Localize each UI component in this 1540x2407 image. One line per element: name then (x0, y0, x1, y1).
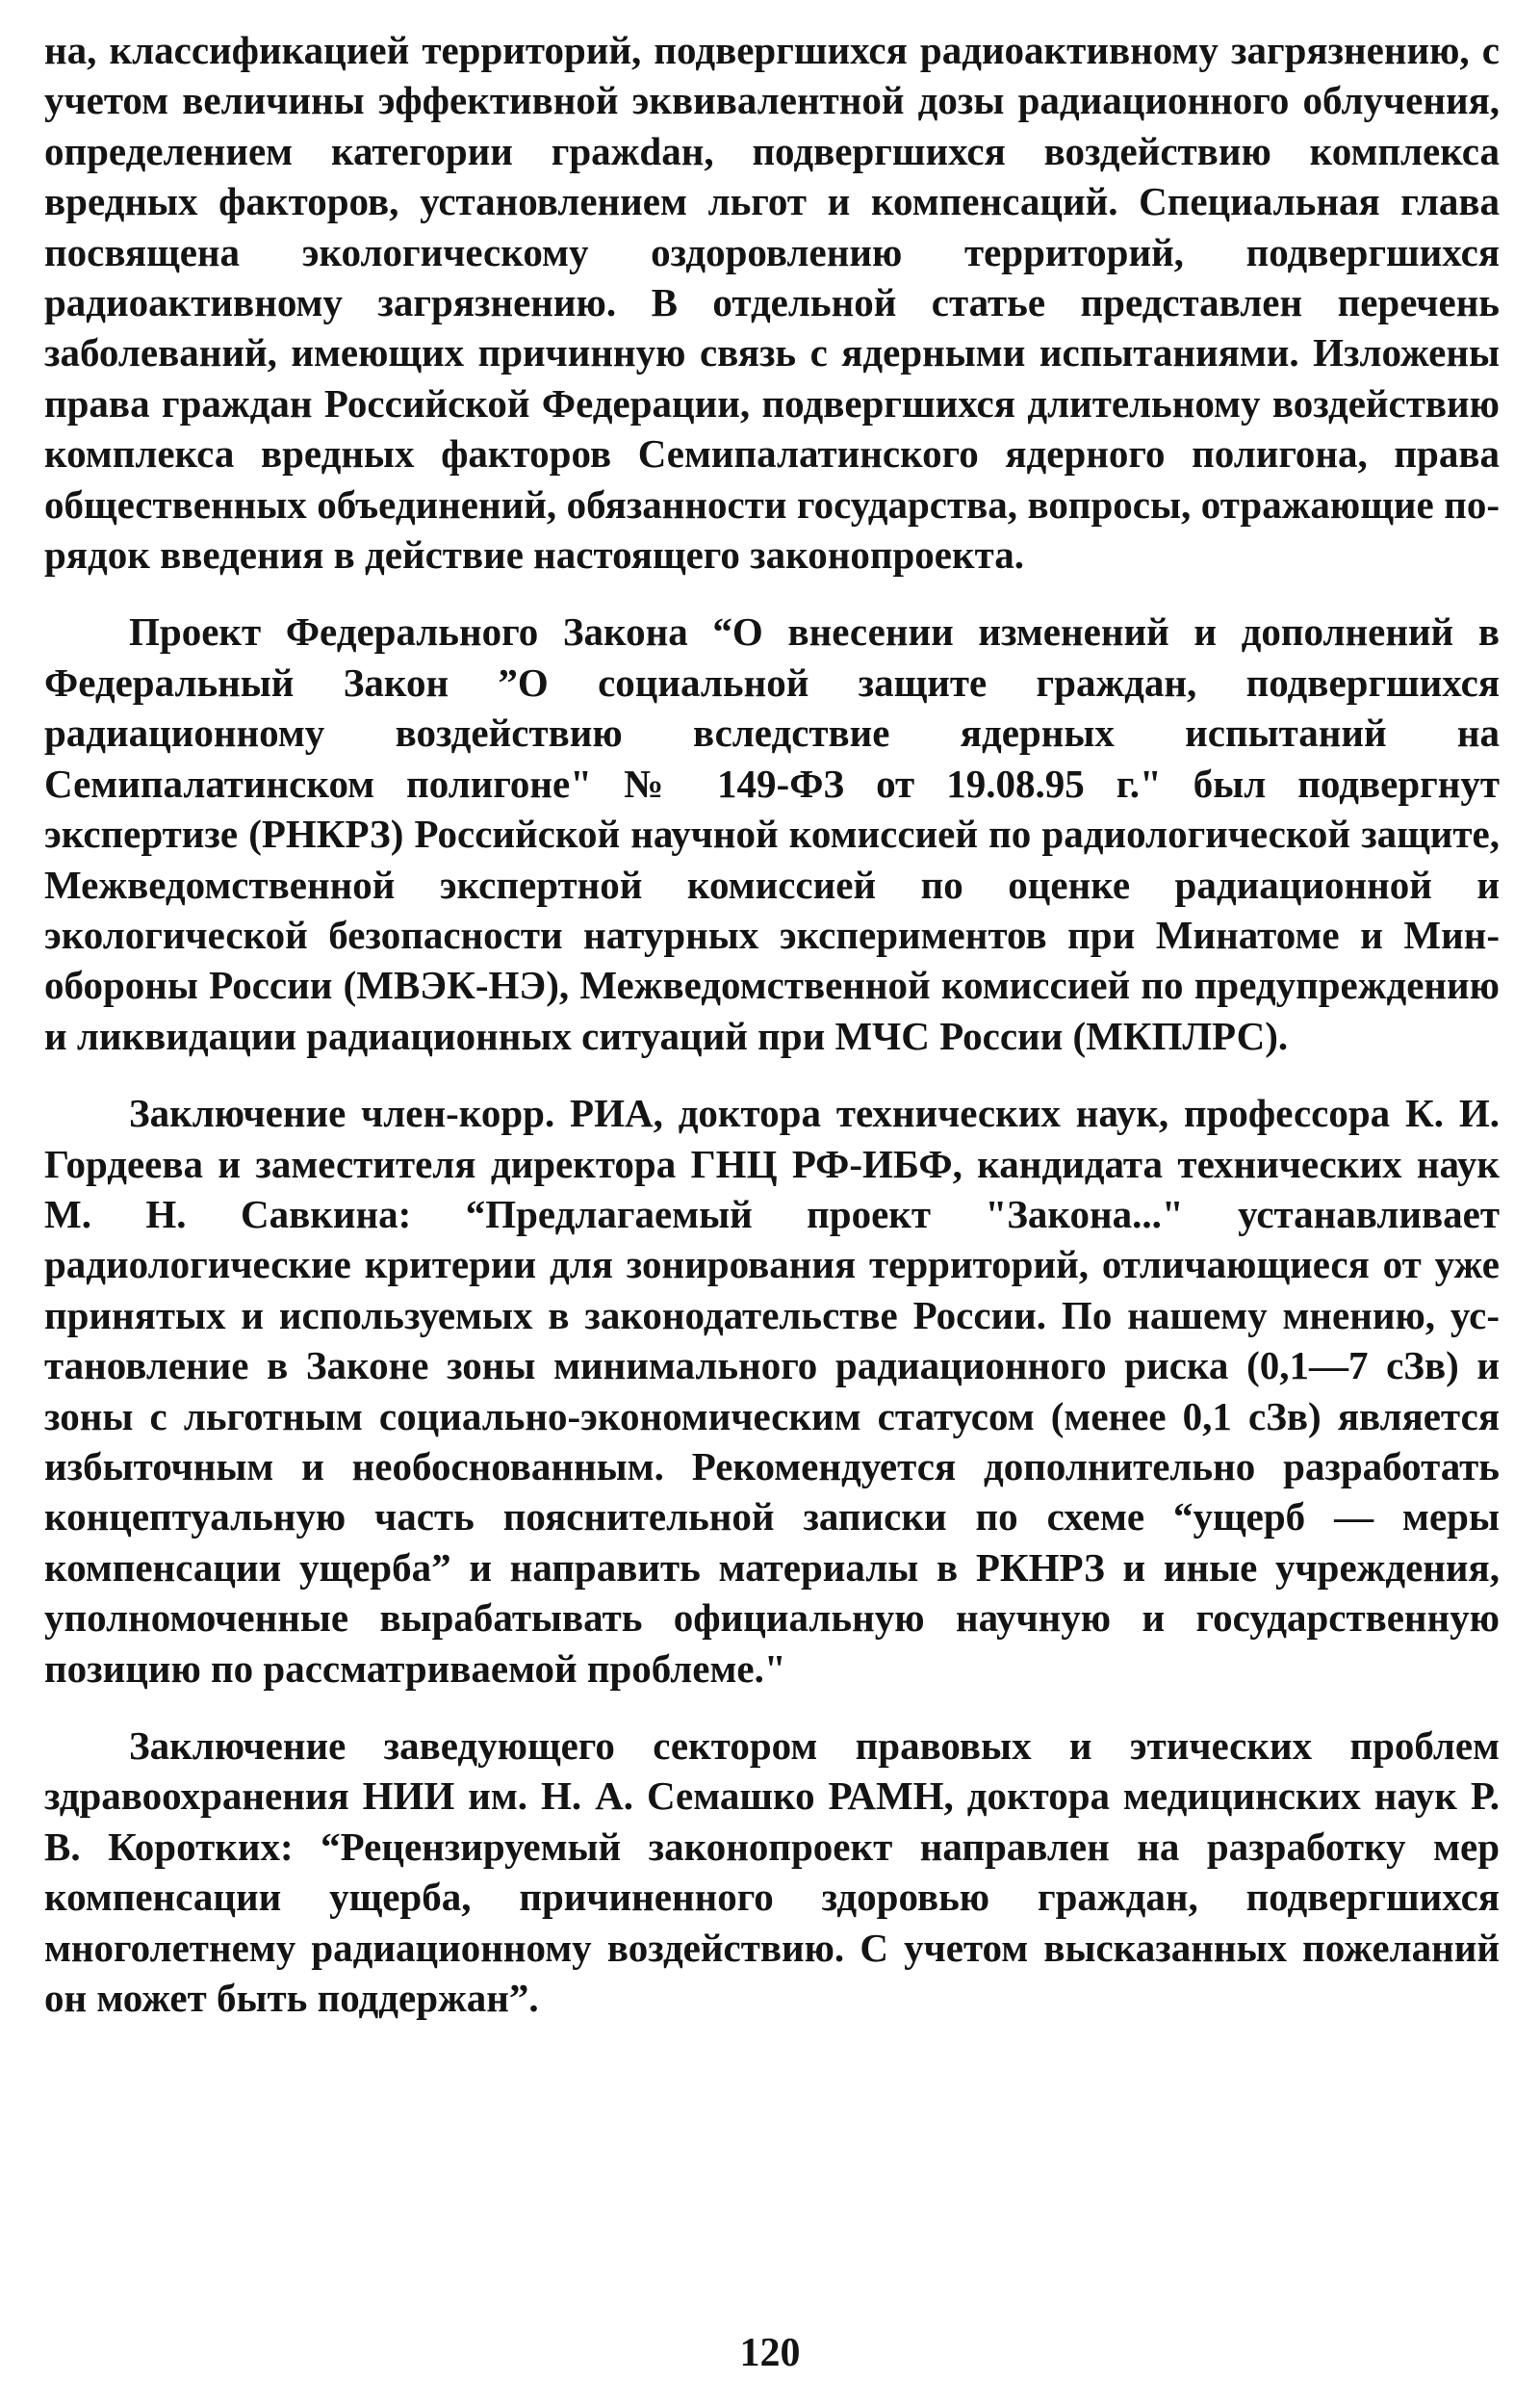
paragraph-continuation: на, классификацией территорий, подвергшихся радиоактивному загрязнению, с учетом величины эффективной эквивалентной дозы радиационного облучения, определением категории гражdан, подвергшихся воздействию комплекса вредных факторов, установлением льгот и компенсаций. Специальная глава посвящена экологическому оздоровлению территорий, подвергшихся радиоактивному загрязнению. В отдельной статье представлен перечень заболеваний, имеющих причинную связь с ядерными испытаниями. Изложены права граждан Российской Федерации, подвергшихся длительному воздействию комплекса вредных факторов Семипалатинского ядерного полигона, права общественных объединений, обязанности государства, вопросы, отражающие порядок введения в действие настоящего законопроекта. (44, 28, 1500, 578)
page-number: 120 (739, 2331, 801, 2375)
page-body (44, 25, 1500, 2023)
paragraph-gordeev-savkin-conclusion: Заключение член-корр. РИА, доктора технических наук, профессора К. И. Гордеева и заместителя директора ГНЦ РФ-ИБФ, кандидата технических наук М. Н. Савкина: “Предлагаемый проект "Закона..." устанавливает радиологические критерии для зонирования территорий, отличающиеся от уже принятых и используемых в законодательстве России. По нашему мнению, установление в Законе зоны минимального радиационного риска (0,1—7 сЗв) и зоны с льготным социально-экономическим статусом (менее 0,1 сЗв) является избыточным и необоснованным. Рекомендуется дополнительно разработать концептуальную часть пояснительной записки по схеме “ущерб — меры компенсации ущерба” и направить материалы в РКНРЗ и иные учреждения, уполномоченные вырабатывать официальную научную и государственную позицию по рассматриваемой проблеме." (44, 1091, 1500, 1691)
paragraph-korotkikh-conclusion: Заключение заведующего сектором правовых и этических проблем здравоохранения НИИ им. Н. А. Семашко РАМН, доктора медицинских наук Р. В. Коротких: “Рецензируемый законопроект направлен на разработку мер компенсации ущерба, причиненного здоровью граждан, подвергшихся многолетнему радиационному воздействию. С учетом высказанных пожеланий он может быть поддержан”. (44, 1723, 1500, 2021)
paragraph-draft-law-expertise: Проект Федерального Закона “О внесении изменений и дополнений в Федеральный Закон ”О социальной защите граждан, подвергшихся радиационному воздействию вследствие ядерных испытаний на Семипалатинском полигоне" № 149-ФЗ от 19.08.95 г." был подвергнут экспертизе (РНКРЗ) Российской научной комиссией по радиологической защите, Межведомственной экспертной комиссией по оценке радиационной и экологической безопасности натурных экспериментов при Минатоме и Минобороны России (МВЭК-НЭ), Межведомственной комиссией по предупреждению и ликвидации радиационных ситуаций при МЧС России (МКПЛРС). (44, 609, 1500, 1058)
